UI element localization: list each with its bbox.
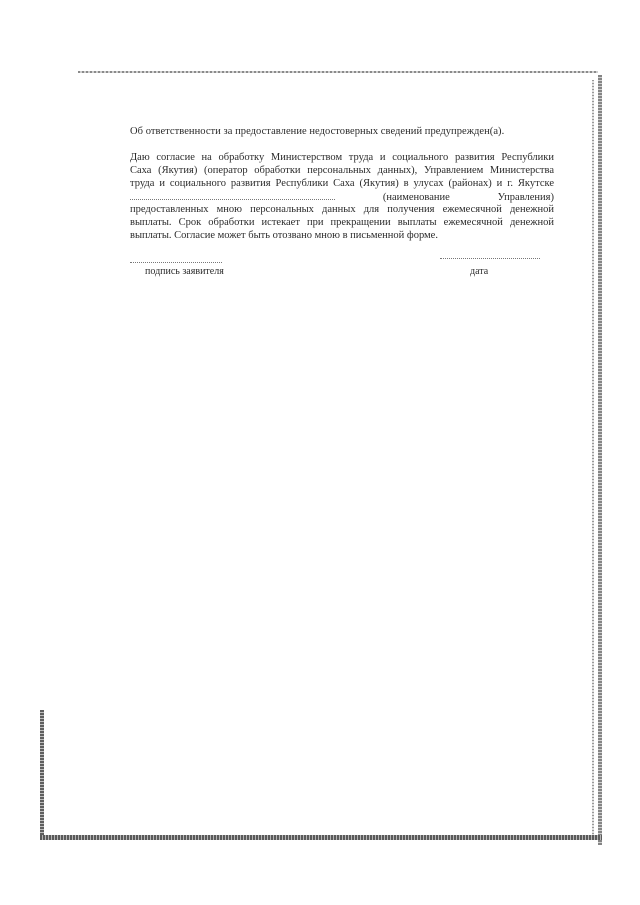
consent-line-7: выплаты. Согласие может быть отозвано мною в письменной форме.	[130, 230, 438, 241]
scan-edge-right	[598, 75, 602, 845]
date-line	[440, 258, 540, 259]
consent-blank-suffix: Управления)	[497, 192, 554, 203]
responsibility-statement: Об ответственности за предоставление недостоверных сведений предупрежден(а).	[130, 126, 505, 137]
signature-caption: подпись заявителя	[145, 266, 224, 277]
consent-line-6: выплаты. Срок обработки истекает при прекращении выплаты ежемесячной денежной	[130, 217, 554, 228]
management-name-blank	[130, 190, 335, 200]
consent-blank-prefix: (наименование	[382, 192, 450, 203]
scan-edge-left	[40, 710, 44, 835]
consent-line-3: труда и социального развития Республики Саха (Якутия) в улусах (районах) и г. Якутске	[130, 178, 554, 189]
consent-line-2: Саха (Якутия) (оператор обработки персональных данных), Управлением Министерства	[130, 165, 554, 176]
scan-edge-top	[78, 71, 598, 73]
consent-line-5: предоставленных мною персональных данных для получения ежемесячной денежной	[130, 204, 554, 215]
scan-edge-right-inner	[592, 80, 594, 840]
signature-line	[130, 262, 222, 263]
scan-edge-bottom	[40, 835, 602, 840]
date-caption: дата	[470, 266, 489, 277]
consent-line-1: Даю согласие на обработку Министерством труда и социального развития Республики	[130, 152, 554, 163]
